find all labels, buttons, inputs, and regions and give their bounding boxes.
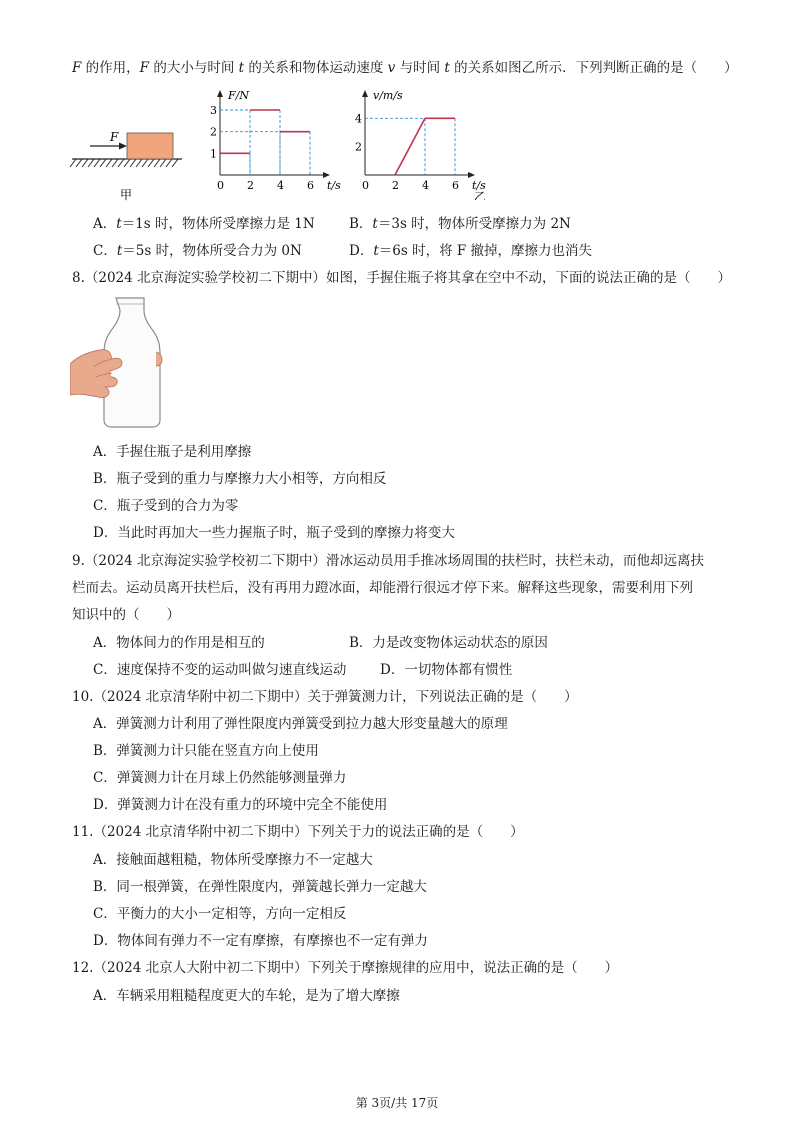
q9-option-c: C．速度保持不变的运动叫做匀速直线运动 <box>93 662 347 678</box>
x-axis-label: t/s <box>327 179 341 192</box>
q9-stem-line3: 知识中的（ ） <box>72 607 180 623</box>
page-footer: 第 3页/共 17页 <box>355 1096 439 1110</box>
x-tick-label: 6 <box>452 179 459 192</box>
q11-option-b: B．同一根弹簧，在弹性限度内，弹簧越长弹力一定越大 <box>93 879 427 895</box>
q10-option-d: D．弹簧测力计在没有重力的环境中完全不能使用 <box>93 797 388 813</box>
x-tick-label: 0 <box>362 179 369 192</box>
y-axis-label: v/m/s <box>373 89 403 102</box>
q12-option-a: A．车辆采用粗糙程度更大的车轮，是为了增大摩擦 <box>93 988 400 1004</box>
q7-option-c: C．t＝5s 时，物体所受合力为 0N <box>93 243 302 259</box>
q10-option-b: B．弹簧测力计只能在竖直方向上使用 <box>93 743 319 759</box>
q8-option-a: A．手握住瓶子是利用摩擦 <box>93 444 252 460</box>
y-tick-label: 3 <box>210 104 217 117</box>
q10-option-c: C．弹簧测力计在月球上仍然能够测量弹力 <box>93 770 347 786</box>
x-tick-label: 2 <box>392 179 399 192</box>
y-tick-label: 4 <box>355 112 362 126</box>
q7-option-b: B．t＝3s 时，物体所受摩擦力为 2N <box>349 216 571 232</box>
q11-option-c: C．平衡力的大小一定相等，方向一定相反 <box>93 906 347 922</box>
arrow-head-icon <box>119 143 127 150</box>
force-label: F <box>110 130 119 144</box>
q9-option-d: D．一切物体都有惯性 <box>380 662 513 678</box>
q7-figure-jia <box>70 125 190 205</box>
q8-option-b: B．瓶子受到的重力与摩擦力大小相等，方向相反 <box>93 471 387 487</box>
x-axis-arrow-icon <box>323 172 330 178</box>
ground-surface <box>70 159 182 167</box>
y-tick-label: 2 <box>355 140 362 154</box>
x-tick-label: 4 <box>277 179 284 192</box>
x-axis-label: t/s <box>472 179 486 192</box>
x-tick-label: 2 <box>247 179 254 192</box>
x-tick-label: 6 <box>307 179 314 192</box>
q11-stem: 11.（2024 北京清华附中初二下期中）下列关于力的说法正确的是（ ） <box>72 824 524 840</box>
q8-stem: 8.（2024 北京海淀实验学校初二下期中）如图，手握住瓶子将其拿在空中不动，下面的说法正确的是（ ） <box>72 270 732 286</box>
q9-stem-line2: 栏而去。运动员离开扶栏后，没有再用力蹬冰面，却能滑行很远才停下来。解释这些现象，需要利用下列 <box>72 580 693 596</box>
q8-option-d: D．当此时再加大一些力握瓶子时，瓶子受到的摩擦力将变大 <box>93 525 455 541</box>
bottle-hand-figure <box>70 294 170 434</box>
q10-option-a: A．弹簧测力计利用了弹性限度内弹簧受到拉力越大形变量越大的原理 <box>93 716 508 732</box>
block <box>127 133 173 159</box>
q12-stem: 12.（2024 北京人大附中初二下期中）下列关于摩擦规律的应用中，说法正确的是（ ） <box>72 960 619 976</box>
q11-option-d: D．物体间有弹力不一定有摩擦，有摩擦也不一定有弹力 <box>93 933 428 949</box>
y-axis-arrow-icon <box>362 90 368 97</box>
y-axis-label: F/N <box>228 89 249 102</box>
x-axis-arrow-icon <box>468 172 475 178</box>
q9-option-a: A．物体间力的作用是相互的 <box>93 635 265 651</box>
q7-option-a: A．t＝1s 时，物体所受摩擦力是 1N <box>93 216 315 232</box>
q7-option-d: D．t＝6s 时，将 F 撤掉，摩擦力也消失 <box>349 243 593 259</box>
figure-caption-yi: 乙 <box>474 190 487 200</box>
q7-charts <box>200 82 500 200</box>
figure-caption-jia: 甲 <box>120 188 133 202</box>
data-segment <box>395 118 425 175</box>
q8-option-c: C．瓶子受到的合力为零 <box>93 498 239 514</box>
x-tick-label: 0 <box>217 179 224 192</box>
q11-option-a: A．接触面越粗糙，物体所受摩擦力不一定越大 <box>93 852 373 868</box>
y-tick-label: 1 <box>210 147 217 161</box>
q7-stem: F 的作用，F 的大小与时间 t 的关系和物体运动速度 v 与时间 t 的关系如图乙所示．下列判断正确的是（ ） <box>72 60 738 76</box>
y-axis-arrow-icon <box>217 90 223 97</box>
y-tick-label: 2 <box>210 125 217 139</box>
q9-stem-line1: 9.（2024 北京海淀实验学校初二下期中）滑冰运动员用手推冰场周围的扶栏时，扶栏未动，而他却远离扶 <box>72 553 705 569</box>
q10-stem: 10.（2024 北京清华附中初二下期中）关于弹簧测力计，下列说法正确的是（ ） <box>72 689 578 705</box>
x-tick-label: 4 <box>422 179 429 192</box>
q9-option-b: B．力是改变物体运动状态的原因 <box>349 635 548 651</box>
